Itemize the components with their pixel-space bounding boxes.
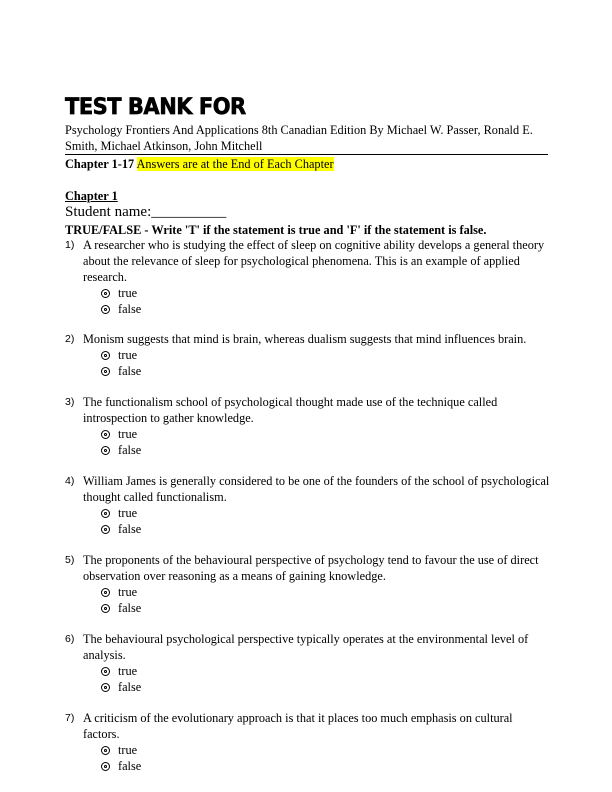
- radio-icon[interactable]: [101, 446, 110, 455]
- radio-icon[interactable]: [101, 762, 110, 771]
- option-label: false: [118, 601, 142, 615]
- option-true[interactable]: [101, 426, 550, 442]
- section-instructions: TRUE/FALSE - Write 'T' if the statement is true and 'F' if the statement is false.: [65, 223, 487, 237]
- question-number: 6): [65, 633, 75, 645]
- question-number: 5): [65, 554, 75, 566]
- option-true[interactable]: [101, 347, 550, 363]
- option-true[interactable]: [101, 584, 550, 600]
- option-false[interactable]: [101, 363, 550, 379]
- radio-icon[interactable]: [101, 289, 110, 298]
- radio-icon[interactable]: [101, 746, 110, 755]
- option-false[interactable]: [101, 679, 550, 695]
- question-text: Monism suggests that mind is brain, whereas dualism suggests that mind influences brain.: [83, 332, 527, 346]
- option-label: true: [118, 286, 138, 300]
- question-number: 7): [65, 712, 75, 724]
- question-text: A researcher who is studying the effect of sleep on cognitive ability develops a general theory about the relevance of sleep for psychological phenomena. This is an example of applied research.: [83, 238, 545, 284]
- option-true[interactable]: [101, 505, 550, 521]
- option-label: true: [118, 506, 138, 520]
- option-label: false: [118, 443, 142, 457]
- option-label: false: [118, 522, 142, 536]
- answer-options: [101, 742, 550, 774]
- option-false[interactable]: [101, 521, 550, 537]
- question-6: [65, 631, 550, 695]
- option-label: false: [118, 302, 142, 316]
- option-true[interactable]: [101, 285, 550, 301]
- radio-icon[interactable]: [101, 430, 110, 439]
- question-2: [65, 331, 550, 379]
- question-text: A criticism of the evolutionary approach is that it places too much emphasis on cultural factors.: [83, 711, 513, 741]
- chapter-heading: Chapter 1: [65, 189, 118, 203]
- answer-options: [101, 285, 550, 317]
- radio-icon[interactable]: [101, 367, 110, 376]
- option-false[interactable]: [101, 758, 550, 774]
- answer-options: [101, 505, 550, 537]
- option-label: true: [118, 348, 138, 362]
- answer-options: [101, 584, 550, 616]
- option-true[interactable]: [101, 742, 550, 758]
- question-number: 1): [65, 239, 75, 251]
- question-text: The proponents of the behavioural perspective of psychology tend to favour the use of direct observation over reasoning as a means of gaining knowledge.: [83, 553, 539, 583]
- option-false[interactable]: [101, 301, 550, 317]
- option-false[interactable]: [101, 442, 550, 458]
- option-true[interactable]: [101, 663, 550, 679]
- student-name-line: Student name:__________: [65, 204, 227, 220]
- answers-note-highlight: Answers are at the End of Each Chapter: [136, 157, 334, 171]
- question-7: [65, 710, 550, 774]
- chapter-range-label: Chapter 1-17: [65, 157, 135, 171]
- radio-icon[interactable]: [101, 604, 110, 613]
- question-text: The behavioural psychological perspective typically operates at the environmental level of analysis.: [83, 632, 529, 662]
- question-text: William James is generally considered to be one of the founders of the school of psychological thought called functionalism.: [83, 474, 550, 504]
- question-number: 2): [65, 333, 75, 345]
- answer-options: [101, 426, 550, 458]
- book-subtitle: Psychology Frontiers And Applications 8th Canadian Edition By Michael W. Passer, Ronald E. Smith, Michael Atkinson, John Mitchell: [65, 123, 533, 153]
- document-title: TEST BANK FOR: [65, 94, 246, 120]
- option-label: true: [118, 585, 138, 599]
- option-false[interactable]: [101, 600, 550, 616]
- radio-icon[interactable]: [101, 305, 110, 314]
- chapter-range-line: [65, 156, 334, 172]
- radio-icon[interactable]: [101, 683, 110, 692]
- question-text: The functionalism school of psychological thought made use of the technique called introspection to gather knowledge.: [83, 395, 498, 425]
- radio-icon[interactable]: [101, 667, 110, 676]
- radio-icon[interactable]: [101, 509, 110, 518]
- option-label: true: [118, 664, 138, 678]
- radio-icon[interactable]: [101, 525, 110, 534]
- question-5: [65, 552, 550, 616]
- option-label: true: [118, 743, 138, 757]
- answer-options: [101, 347, 550, 379]
- question-number: 4): [65, 475, 75, 487]
- answer-options: [101, 663, 550, 695]
- question-4: [65, 473, 550, 537]
- option-label: false: [118, 759, 142, 773]
- question-number: 3): [65, 396, 75, 408]
- option-label: false: [118, 364, 142, 378]
- option-label: false: [118, 680, 142, 694]
- header-divider: [65, 154, 548, 155]
- radio-icon[interactable]: [101, 588, 110, 597]
- option-label: true: [118, 427, 138, 441]
- question-3: [65, 394, 550, 458]
- question-1: [65, 237, 550, 317]
- radio-icon[interactable]: [101, 351, 110, 360]
